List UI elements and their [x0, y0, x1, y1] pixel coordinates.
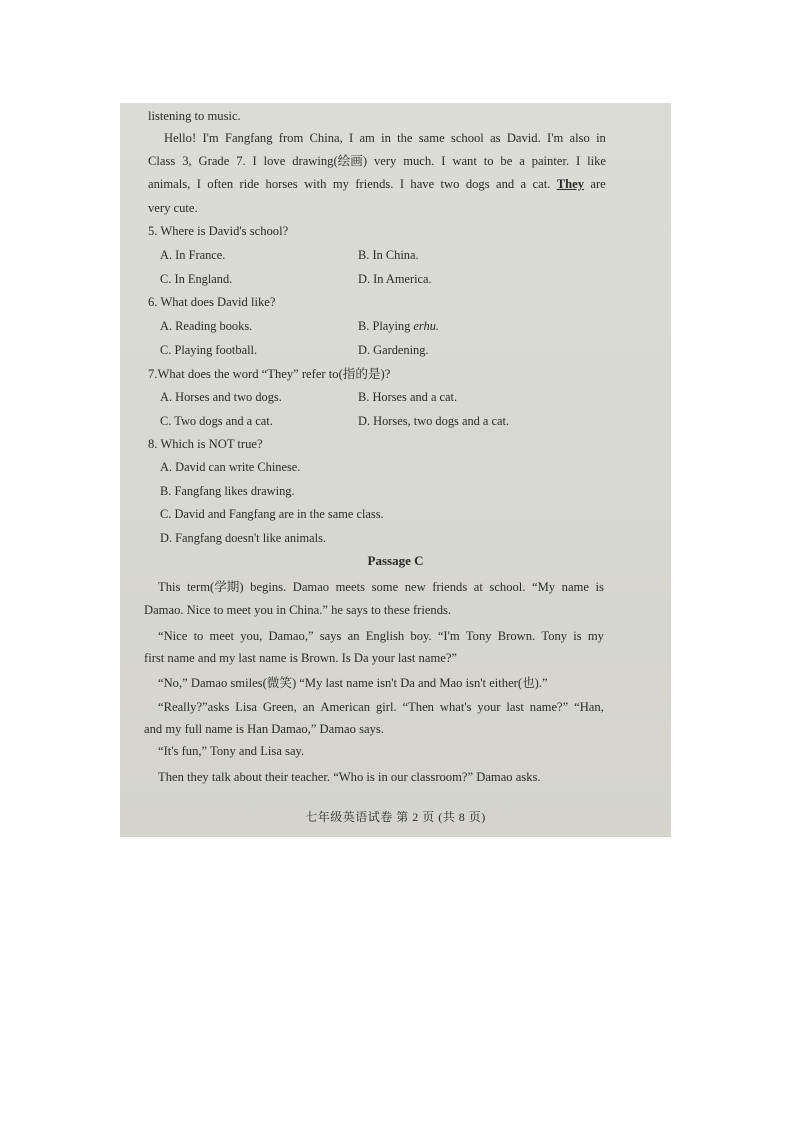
question-6: 6. What does David like? [148, 295, 276, 309]
text-line: “No,” Damao smiles(微笑) “My last name isn't Da and Mao isn't either(也).” [158, 676, 548, 690]
option-7c: C. Two dogs and a cat. [160, 414, 273, 428]
word: am [359, 131, 375, 145]
word: Lisa [235, 700, 257, 714]
word: is [573, 629, 582, 643]
paragraph-line [164, 130, 606, 146]
word: much. [403, 154, 435, 168]
option-7a: A. Horses and two dogs. [160, 390, 282, 404]
word: my [332, 177, 349, 191]
option-8b: B. Fangfang likes drawing. [160, 484, 295, 498]
word: Tony [541, 629, 568, 643]
word: I'm [547, 131, 564, 145]
word: with [304, 177, 327, 191]
word: new [404, 580, 426, 594]
word: the [397, 131, 413, 145]
word: begins. [250, 580, 287, 594]
word: meets [335, 580, 366, 594]
word: school [450, 131, 484, 145]
word: I [349, 131, 354, 145]
word: name [561, 580, 589, 594]
option-5d: D. In America. [358, 272, 432, 286]
word: This [158, 580, 181, 594]
word: Fangfang [224, 131, 273, 145]
option-6d: D. Gardening. [358, 343, 429, 357]
word: boy. [410, 629, 432, 643]
word: school. [489, 580, 526, 594]
option-5c: C. In England. [160, 272, 233, 286]
word: have [410, 177, 435, 191]
word: love [263, 154, 286, 168]
option-7b: B. Horses and a cat. [358, 390, 458, 404]
word: “I'm [437, 629, 460, 643]
page-footer: 七年级英语试卷 第 2 页 (共 8 页) [305, 810, 486, 824]
word: my [587, 629, 604, 643]
word: ride [239, 177, 260, 191]
word: Brown. [497, 629, 536, 643]
option-6a: A. Reading books. [160, 319, 253, 333]
word: American [320, 700, 371, 714]
word: horses [265, 177, 298, 191]
option-8a: A. David can write Chinese. [160, 460, 301, 474]
word: what's [439, 700, 472, 714]
word: be [500, 154, 513, 168]
text-line: listening to music. [148, 109, 241, 123]
word: meet [209, 629, 235, 643]
word: They [556, 177, 585, 191]
word: in [381, 131, 391, 145]
word: friends [432, 580, 468, 594]
option-7d: D. Horses, two dogs and a cat. [358, 414, 510, 428]
option-8c: C. David and Fangfang are in the same class. [160, 507, 384, 521]
word: Grade [198, 154, 230, 168]
text-line: and my full name is Han Damao,” Damao says. [144, 722, 384, 736]
word: David. [506, 131, 541, 145]
paragraph-line [158, 699, 604, 715]
word: says [319, 629, 342, 643]
word: I [252, 154, 257, 168]
question-8: 8. Which is NOT true? [148, 437, 263, 451]
option-5a: A. In France. [160, 248, 226, 262]
word: English [365, 629, 405, 643]
word: at [473, 580, 483, 594]
option-5b: B. In China. [358, 248, 419, 262]
paragraph-line [148, 176, 606, 192]
text-line: very cute. [148, 201, 198, 215]
option-6b [358, 318, 439, 334]
text-line: “It's fun,” Tony and Lisa say. [158, 744, 305, 758]
word: your [477, 700, 501, 714]
text-line: first name and my last name is Brown. Is Da your last name?” [144, 651, 458, 665]
word: an [302, 700, 315, 714]
word: painter. [531, 154, 570, 168]
word: “Really?”asks [158, 700, 230, 714]
word: last [506, 700, 524, 714]
word: “Then [402, 700, 434, 714]
scanned-exam-page [120, 103, 671, 837]
word: some [371, 580, 399, 594]
word: 3, [182, 154, 192, 168]
option-6b-text: B. Playing [358, 319, 414, 333]
word: also [569, 131, 590, 145]
word: same [418, 131, 445, 145]
word: I'm [202, 131, 219, 145]
word: I [441, 154, 446, 168]
paragraph-line [158, 579, 604, 595]
word: animals, [148, 177, 191, 191]
word: and [495, 177, 515, 191]
word: name?” [529, 700, 569, 714]
word: “Nice [158, 629, 188, 643]
word: Tony [465, 629, 492, 643]
word: often [207, 177, 234, 191]
word: to [483, 154, 494, 168]
word: is [595, 580, 604, 594]
word: “My [532, 580, 556, 594]
text-line: Damao. Nice to meet you in China.” he says to these friends. [144, 603, 452, 617]
option-8d: D. Fangfang doesn't like animals. [160, 531, 327, 545]
word: I [399, 177, 405, 191]
word: are [590, 177, 606, 191]
word: a [520, 177, 527, 191]
word: cat. [532, 177, 551, 191]
word: Hello! [164, 131, 197, 145]
word: Damao,” [268, 629, 314, 643]
word: two [440, 177, 460, 191]
word: like [587, 154, 606, 168]
word: drawing(绘画) [292, 154, 368, 168]
word: term(学期) [186, 580, 244, 594]
word: you, [240, 629, 263, 643]
word: want [452, 154, 477, 168]
word: China, [309, 131, 343, 145]
word: an [347, 629, 360, 643]
word: a [519, 154, 525, 168]
word: 7. [236, 154, 246, 168]
word: in [596, 131, 606, 145]
paragraph-line [158, 628, 604, 644]
passage-c-title: Passage C [367, 553, 424, 568]
word: dogs [465, 177, 490, 191]
text-line: Then they talk about their teacher. “Who is in our classroom?” Damao asks. [158, 770, 541, 784]
question-7: 7.What does the word “They” refer to(指的是)? [148, 367, 391, 381]
option-6b-italic: erhu. [413, 319, 440, 333]
option-6c: C. Playing football. [160, 343, 258, 357]
word: very [373, 154, 397, 168]
word: girl. [375, 700, 397, 714]
word: Class [148, 154, 176, 168]
word: as [490, 131, 501, 145]
word: I [196, 177, 201, 191]
word: to [193, 629, 204, 643]
word: I [575, 154, 581, 168]
word: from [278, 131, 304, 145]
word: friends. [355, 177, 394, 191]
word: Green, [262, 700, 297, 714]
paragraph-line [148, 153, 606, 169]
question-5: 5. Where is David's school? [148, 224, 289, 238]
word: Damao [292, 580, 330, 594]
word: “Han, [574, 700, 604, 714]
